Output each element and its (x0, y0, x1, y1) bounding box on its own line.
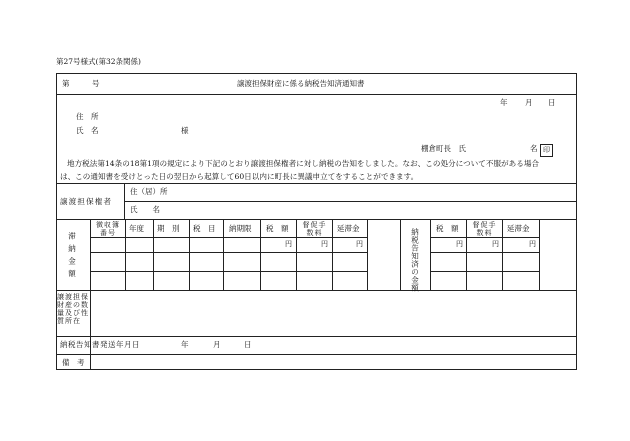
col-tax-amount: 税 額 (266, 224, 289, 233)
rule (430, 237, 539, 238)
yen-unit: 円 (492, 240, 499, 248)
form-reference: 第27号様式(第32条関係) (56, 57, 141, 66)
notice-text-line1: 地方税法第14条の18第1項の規定により下記のとおり譲渡担保権者に対し納税の告知をしました。なお、この処分について不服がある場合 (67, 159, 540, 168)
col-reminder-fee: 督促手数料 (302, 221, 327, 237)
notice-date-label: 納税告知書発送年月日 (60, 340, 140, 349)
rule (90, 237, 367, 238)
property-label: 譲渡担保財産の数量及び性質所在 (57, 293, 89, 325)
notified-side-label: 納税告知済の金額 (410, 228, 420, 292)
rule (90, 252, 367, 253)
rule (56, 354, 577, 355)
date-day-label: 日 (548, 98, 556, 107)
rule (189, 219, 190, 290)
rule (430, 271, 539, 272)
arrears-side-label: 滞納金額 (67, 232, 77, 282)
rule (56, 94, 577, 95)
rule (539, 219, 540, 290)
rule (260, 219, 261, 290)
col-notified-tax-amount: 税 額 (436, 224, 459, 233)
yen-unit: 円 (285, 240, 292, 248)
holder-address-label: 住（居）所 (130, 187, 168, 196)
rule (502, 219, 503, 290)
notice-date-day: 日 (244, 340, 252, 349)
rule (56, 290, 577, 291)
recipient-name-label: 氏 名 (76, 126, 99, 135)
rule (466, 219, 467, 290)
yen-unit: 円 (356, 240, 363, 248)
col-tax-item: 税 目 (193, 224, 216, 233)
rule (90, 271, 367, 272)
rule (367, 219, 368, 290)
date-year-label: 年 (500, 98, 508, 107)
notice-text-line2: は、この通知書を受けとった日の翌日から起算して60日以内に町長に異議申立てをすることができます。 (60, 172, 419, 181)
rule (400, 219, 401, 290)
document-number: 第 号 (62, 79, 100, 88)
issuer-name-suffix: 名 (530, 144, 538, 153)
rule (56, 336, 577, 337)
seal-stamp: 印 (540, 144, 553, 157)
notice-date-year: 年 (181, 340, 189, 349)
rule (296, 219, 297, 290)
col-notified-reminder-fee: 督促手数料 (472, 221, 497, 237)
remarks-label: 備 考 (62, 358, 85, 367)
yen-unit: 円 (456, 240, 463, 248)
recipient-honorific: 様 (181, 126, 189, 135)
recipient-address-label: 住 所 (76, 112, 99, 121)
col-period: 期 別 (157, 224, 180, 233)
rule (124, 183, 125, 219)
rule (125, 219, 126, 290)
rule (56, 183, 577, 184)
notice-date-month: 月 (213, 340, 221, 349)
rule (430, 219, 431, 290)
col-notified-delinquency-charge: 延滞金 (507, 224, 530, 233)
document-title: 譲渡担保財産に係る納税告知済通知書 (237, 79, 365, 88)
rule (90, 219, 91, 290)
rule (332, 219, 333, 290)
col-ledger-number: 徴収簿番号 (96, 221, 120, 237)
yen-unit: 円 (321, 240, 328, 248)
holder-name-label: 氏 名 (130, 205, 160, 214)
date-month-label: 月 (525, 98, 533, 107)
rule (56, 219, 577, 220)
col-delinquency-charge: 延滞金 (337, 224, 360, 233)
rule (223, 219, 224, 290)
rule (430, 252, 539, 253)
holder-label: 譲渡担保権者 (60, 197, 113, 206)
rule (153, 219, 154, 290)
issuer-title: 棚倉町長 氏 (421, 144, 466, 153)
rule (124, 201, 577, 202)
col-due-date: 納期限 (229, 224, 252, 233)
rule (90, 290, 91, 336)
col-fiscal-year: 年度 (129, 224, 144, 233)
yen-unit: 円 (529, 240, 536, 248)
